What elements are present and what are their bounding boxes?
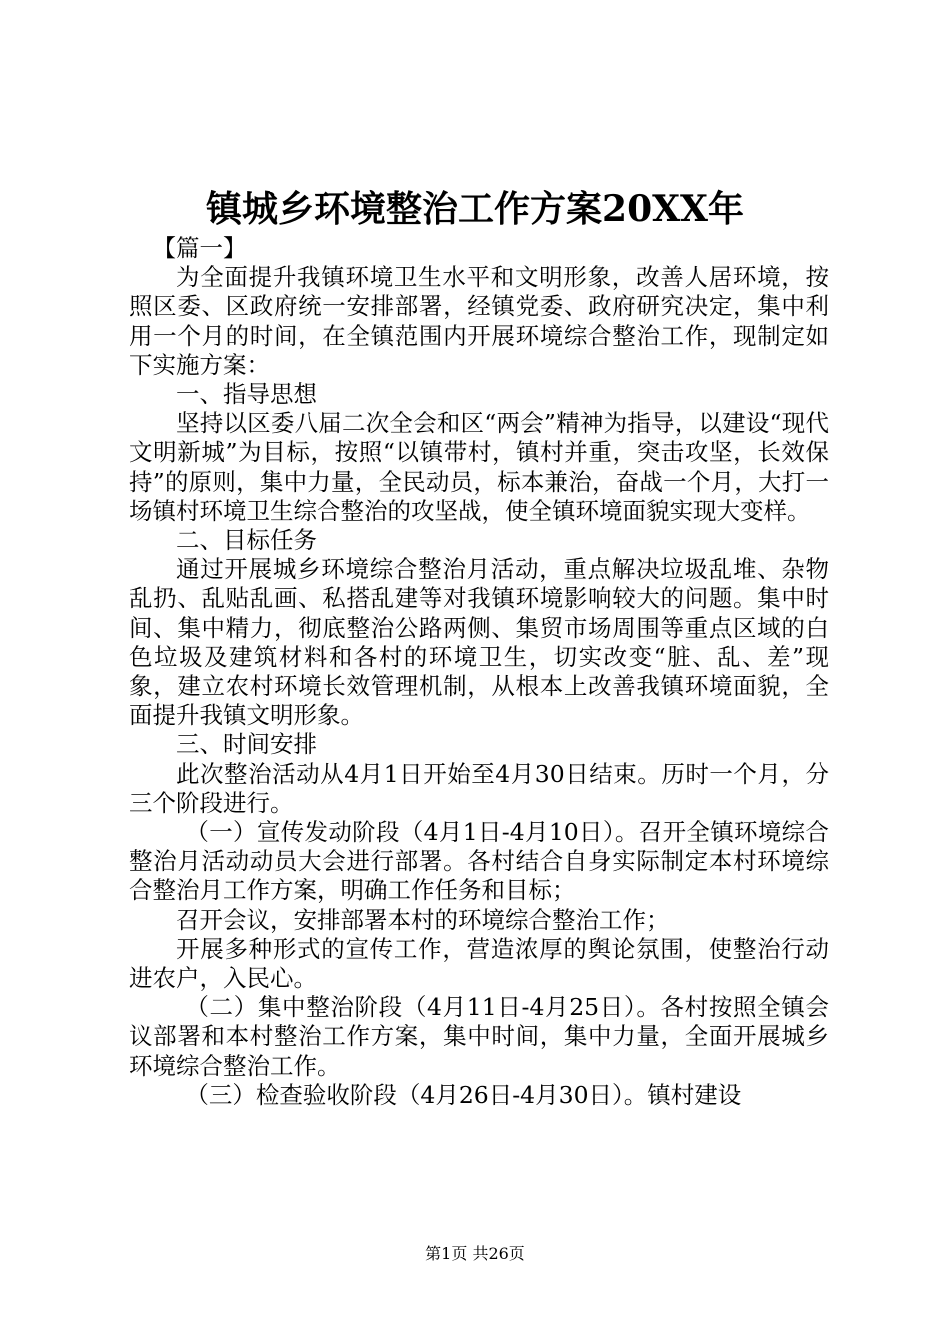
paragraph-intro: 为全面提升我镇环境卫生水平和文明形象，改善人居环境，按照区委、区政府统一安排部署，经镇党委、政府研究决定，集中利用一个月的时间，在全镇范围内开展环境综合整治工作，现制定如下实施方案：	[129, 263, 829, 379]
paragraph-phase-three: （三）检查验收阶段（4月26日-4月30日）。镇村建设	[185, 1080, 742, 1109]
paragraph-phase-one-publicity: 开展多种形式的宣传工作，营造浓厚的舆论氛围，使整治行动进农户，入民心。	[129, 934, 829, 993]
paragraph-phase-one: （一）宣传发动阶段（4月1日-4月10日）。召开全镇环境综合整治月活动动员大会进行部署。各村结合自身实际制定本村环境综合整治月工作方案，明确工作任务和目标；	[129, 818, 829, 905]
document-title: 镇城乡环境整治工作方案20XX年	[206, 188, 744, 230]
section-label: 【篇一】	[152, 234, 247, 262]
heading-schedule: 三、时间安排	[176, 730, 317, 759]
paragraph-phase-two: （二）集中整治阶段（4月11日-4月25日）。各村按照全镇会议部署和本村整治工作方案，集中时间，集中力量，全面开展城乡环境综合整治工作。	[129, 993, 829, 1080]
paragraph-schedule: 此次整治活动从4月1日开始至4月30日结束。历时一个月，分三个阶段进行。	[129, 759, 829, 817]
page-footer: 第1页 共26页	[425, 1244, 525, 1263]
paragraph-guiding-ideology: 坚持以区委八届二次全会和区“两会”精神为指导，以建设“现代文明新城”为目标，按照“以镇带村，镇村并重，突击攻坚，长效保持”的原则，集中力量，全民动员，标本兼治，奋战一个月，大打一场镇村环境卫生综合整治的攻坚战，使全镇环境面貌实现大变样。	[129, 409, 829, 525]
heading-target-tasks: 二、目标任务	[176, 526, 317, 555]
document-body	[129, 234, 829, 1110]
paragraph-phase-one-meeting: 召开会议，安排部署本村的环境综合整治工作；	[176, 905, 670, 934]
paragraph-target-tasks: 通过开展城乡环境综合整治月活动，重点解决垃圾乱堆、杂物乱扔、乱贴乱画、私搭乱建等对我镇环境影响较大的问题。集中时间、集中精力，彻底整治公路两侧、集贸市场周围等重点区域的白色垃圾及建筑材料和各村的环境卫生，切实改变“脏、乱、差”现象，建立农村环境长效管理机制，从根本上改善我镇环境面貌，全面提升我镇文明形象。	[129, 555, 829, 730]
heading-guiding-ideology: 一、指导思想	[176, 380, 317, 409]
